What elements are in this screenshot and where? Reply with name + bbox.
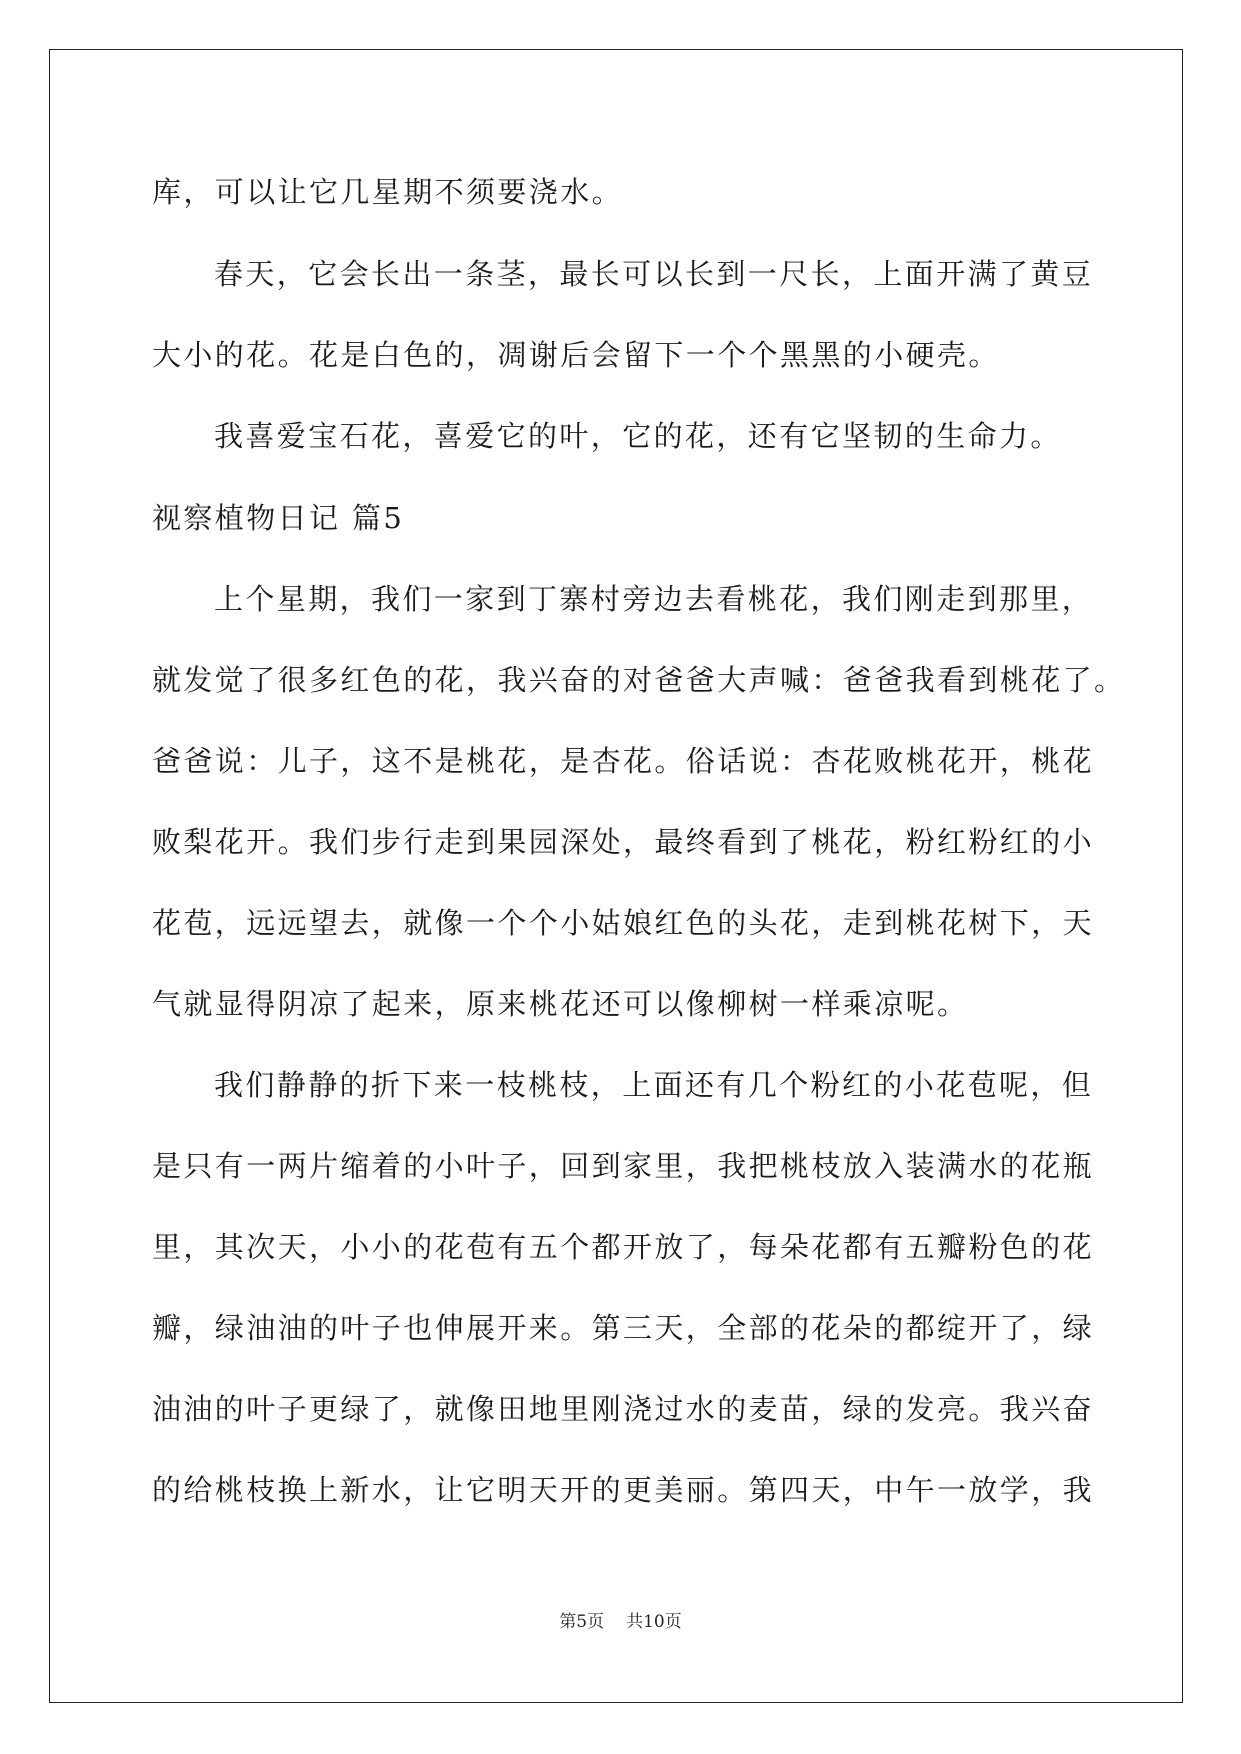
text-line: 油油的叶子更绿了，就像田地里刚浇过水的麦苗，绿的发亮。我兴奋 (152, 1392, 1095, 1426)
section-heading: 视察植物日记 篇5 (152, 501, 405, 535)
paragraph-first-line: 春天，它会长出一条茎，最长可以长到一尺长，上面开满了黄豆 (214, 257, 1094, 291)
page-number: 第5页 (559, 1612, 605, 1632)
text-line: 里，其次天，小小的花苞有五个都开放了，每朵花都有五瓣粉色的花 (152, 1230, 1095, 1264)
text-line: 瓣，绿油油的叶子也伸展开来。第三天，全部的花朵的都绽开了，绿 (152, 1311, 1095, 1345)
paragraph-first-line: 我喜爱宝石花，喜爱它的叶，它的花，还有它坚韧的生命力。 (214, 419, 1062, 453)
text-line: 大小的花。花是白色的，凋谢后会留下一个个黑黑的小硬壳。 (152, 338, 1000, 372)
text-line: 是只有一两片缩着的小叶子，回到家里，我把桃枝放入装满水的花瓶 (152, 1149, 1095, 1183)
text-line: 的给桃枝换上新水，让它明天开的更美丽。第四天，中午一放学，我 (152, 1473, 1095, 1507)
page-footer (0, 1611, 1241, 1633)
text-line: 花苞，远远望去，就像一个个小姑娘红色的头花，走到桃花树下，天 (152, 906, 1095, 940)
text-line: 库，可以让它几星期不须要浇水。 (152, 175, 624, 209)
page-border (49, 49, 1183, 1703)
paragraph-first-line: 上个星期，我们一家到丁寨村旁边去看桃花，我们刚走到那里， (214, 582, 1094, 616)
text-line: 气就显得阴凉了起来，原来桃花还可以像柳树一样乘凉呢。 (152, 987, 969, 1021)
page-total: 共10页 (626, 1612, 682, 1632)
text-line: 爸爸说：儿子，这不是桃花，是杏花。俗话说：杏花败桃花开，桃花 (152, 744, 1095, 778)
paragraph-first-line: 我们静静的折下来一枝桃枝，上面还有几个粉红的小花苞呢，但 (214, 1068, 1094, 1102)
text-line: 败梨花开。我们步行走到果园深处，最终看到了桃花，粉红粉红的小 (152, 825, 1095, 859)
text-line: 就发觉了很多红色的花，我兴奋的对爸爸大声喊：爸爸我看到桃花了。 (152, 663, 1126, 697)
